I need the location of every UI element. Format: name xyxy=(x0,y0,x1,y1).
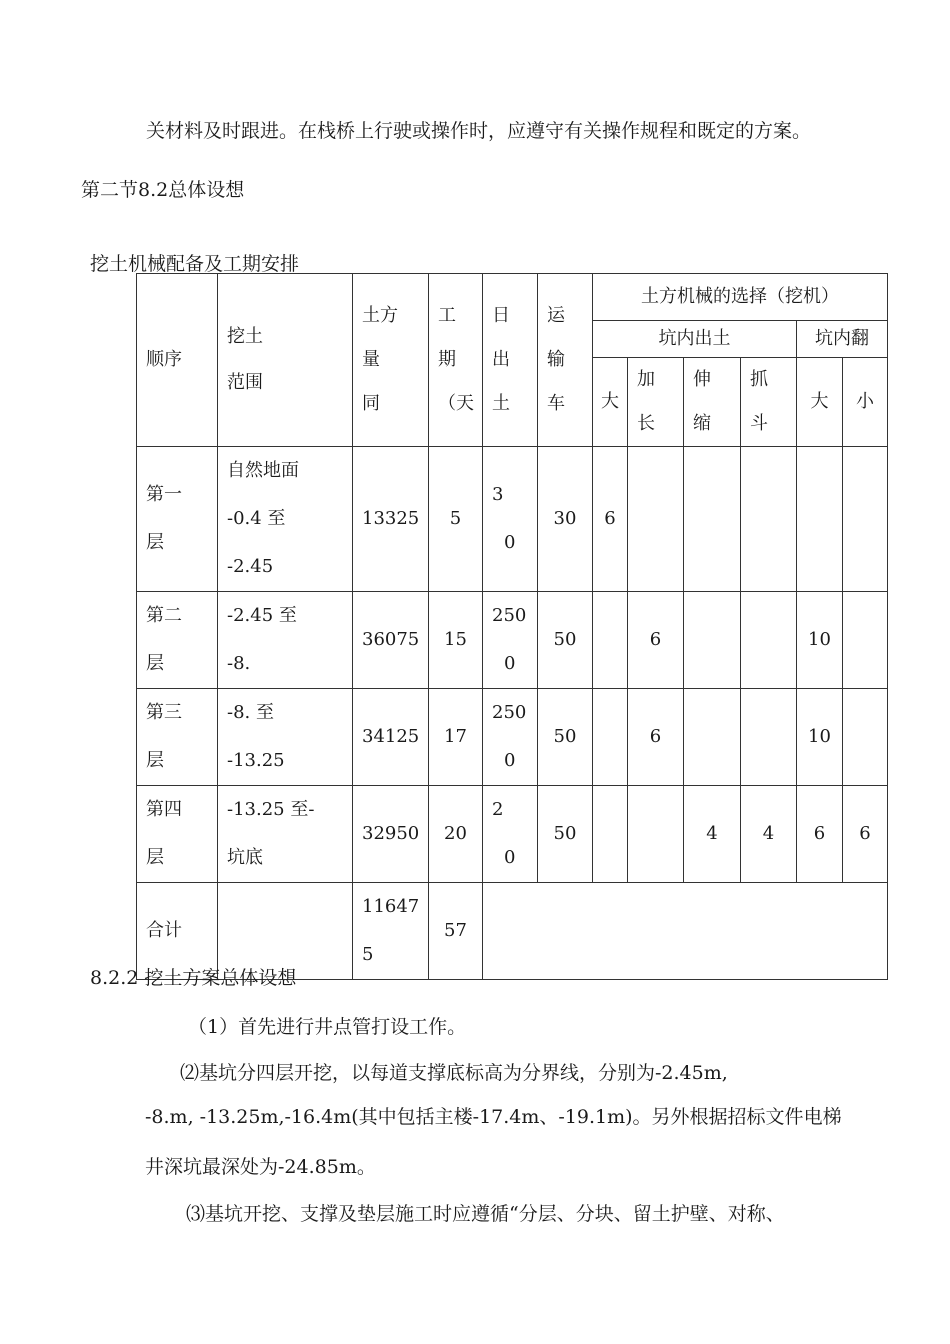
section-heading: 第二节8.2总体设想 xyxy=(81,179,245,201)
cell-trucks: 30 xyxy=(538,447,593,592)
cell-small xyxy=(843,447,888,592)
header-big2: 大 xyxy=(797,358,843,447)
cell-big2 xyxy=(797,447,843,592)
cell-grab: 4 xyxy=(741,786,797,883)
cell-telescopic xyxy=(684,447,741,592)
list-item-3: ⑶基坑开挖、支撑及垫层施工时应遵循“分层、分块、留土护壁、对称、 xyxy=(186,1203,785,1225)
cell-big xyxy=(593,689,628,786)
cell-extend: 6 xyxy=(628,689,684,786)
cell-telescopic xyxy=(684,689,741,786)
cell-daily: 3 0 xyxy=(483,447,538,592)
cell-order: 第二 层 xyxy=(137,592,218,689)
header-telescopic: 伸 缩 xyxy=(684,358,741,447)
cell-telescopic xyxy=(684,592,741,689)
cell-small xyxy=(843,689,888,786)
cell-small xyxy=(843,592,888,689)
table-row xyxy=(137,447,888,592)
header-trucks: 运 输 车 xyxy=(538,274,593,447)
cell-volume: 36075 xyxy=(353,592,429,689)
cell-daily: 2 0 xyxy=(483,786,538,883)
cell-big: 6 xyxy=(593,447,628,592)
cell-order: 第三 层 xyxy=(137,689,218,786)
header-small: 小 xyxy=(843,358,888,447)
cell-big2: 10 xyxy=(797,689,843,786)
header-scope: 挖土 范围 xyxy=(218,274,353,447)
sub-heading: 8.2.2 挖土方案总体设想 xyxy=(90,967,297,989)
cell-scope: 自然地面 -0.4 至 -2.45 xyxy=(218,447,353,592)
cell-scope: -2.45 至 -8. xyxy=(218,592,353,689)
cell-duration: 20 xyxy=(429,786,483,883)
cell-trucks: 50 xyxy=(538,786,593,883)
cell-volume: 34125 xyxy=(353,689,429,786)
header-extend: 加 长 xyxy=(628,358,684,447)
excavation-table xyxy=(136,273,888,980)
cell-scope: -8. 至 -13.25 xyxy=(218,689,353,786)
cell-empty xyxy=(483,883,888,980)
cell-small: 6 xyxy=(843,786,888,883)
header-inside-out: 坑内出土 xyxy=(593,321,797,358)
cell-volume: 32950 xyxy=(353,786,429,883)
header-grab: 抓 斗 xyxy=(741,358,797,447)
cell-duration: 17 xyxy=(429,689,483,786)
list-item-2-line-1: ⑵基坑分四层开挖，以每道支撑底标高为分界线，分别为-2.45m, xyxy=(180,1062,728,1084)
header-inside-turn: 坑内翻 xyxy=(797,321,888,358)
cell-daily: 250 0 xyxy=(483,592,538,689)
cell-grab xyxy=(741,447,797,592)
list-item-2-line-2: -8.m, -13.25m,-16.4m(其中包括主楼-17.4m、-19.1m)。另外根据招标文件电梯 xyxy=(145,1106,842,1128)
cell-extend xyxy=(628,786,684,883)
cell-scope: -13.25 至- 坑底 xyxy=(218,786,353,883)
cell-trucks: 50 xyxy=(538,689,593,786)
table-caption: 挖土机械配备及工期安排 xyxy=(90,253,300,275)
cell-duration: 15 xyxy=(429,592,483,689)
table-row xyxy=(137,592,888,689)
cell-big xyxy=(593,592,628,689)
cell-trucks: 50 xyxy=(538,592,593,689)
list-item-1: （1）首先进行井点管打设工作。 xyxy=(188,1016,467,1038)
cell-grab xyxy=(741,689,797,786)
header-machine-selection: 土方机械的选择（挖机） xyxy=(593,274,888,321)
cell-order: 第一 层 xyxy=(137,447,218,592)
cell-big xyxy=(593,786,628,883)
cell-big2: 10 xyxy=(797,592,843,689)
cell-volume: 13325 xyxy=(353,447,429,592)
cell-duration: 5 xyxy=(429,447,483,592)
cell-order: 第四 层 xyxy=(137,786,218,883)
header-order: 顺序 xyxy=(137,274,218,447)
header-volume: 土方 量 同 xyxy=(353,274,429,447)
header-daily-output: 日 出 土 xyxy=(483,274,538,447)
paragraph-continuation: 关材料及时跟进。在栈桥上行驶或操作时，应遵守有关操作规程和既定的方案。 xyxy=(146,120,812,142)
header-big: 大 xyxy=(593,358,628,447)
table-row xyxy=(137,786,888,883)
cell-daily: 250 0 xyxy=(483,689,538,786)
cell-extend: 6 xyxy=(628,592,684,689)
cell-total-label: 合计 xyxy=(137,883,218,980)
list-item-2-line-3: 井深坑最深处为-24.85m。 xyxy=(145,1156,376,1178)
table-row xyxy=(137,689,888,786)
cell-grab xyxy=(741,592,797,689)
header-duration: 工 期 （天 xyxy=(429,274,483,447)
cell-big2: 6 xyxy=(797,786,843,883)
cell-total-volume: 11647 5 xyxy=(353,883,429,980)
cell-total-duration: 57 xyxy=(429,883,483,980)
cell-telescopic: 4 xyxy=(684,786,741,883)
cell-extend xyxy=(628,447,684,592)
